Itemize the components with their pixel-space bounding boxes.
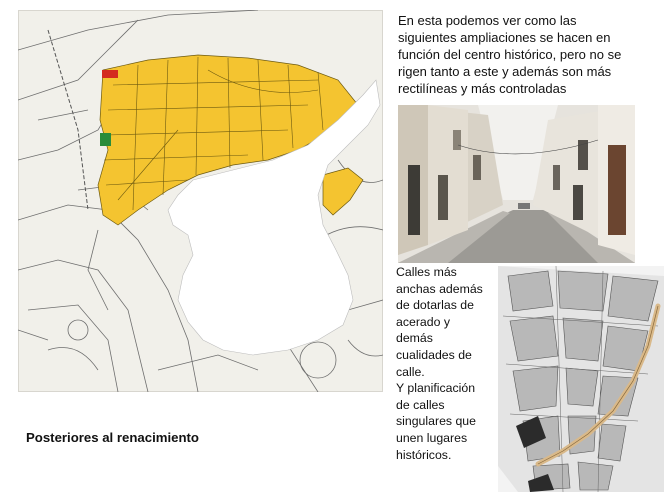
streets-line: de dotarlas de [396, 298, 474, 313]
intro-line: siguientes ampliaciones se hacen en [398, 30, 611, 45]
railway-line [48, 30, 88, 210]
streets-line: Calles más [396, 265, 457, 279]
red-highlight-block [102, 70, 118, 78]
streets-line: singulares que [396, 414, 476, 429]
streets-line: unen lugares [396, 430, 468, 445]
green-highlight-block [100, 133, 111, 146]
street-photo [398, 105, 635, 263]
street-photo-drawing [398, 105, 635, 263]
route-plan-map [498, 266, 664, 492]
streets-line: de calles [396, 397, 445, 412]
route-plan-drawing [498, 266, 664, 492]
streets-paragraph [396, 264, 496, 463]
slide-caption: Posteriores al renacimiento [26, 430, 199, 445]
city-plan-map [18, 10, 383, 392]
streets-line: calle. [396, 364, 425, 379]
streets-line: anchas además [396, 281, 483, 296]
streets-line: demás [396, 331, 433, 346]
city-plan-drawing [18, 10, 383, 392]
intro-paragraph [398, 12, 660, 97]
intro-line: rectilíneas y más controladas [398, 81, 567, 96]
intro-line: rigen tanto a este y además son más [398, 64, 612, 79]
streets-line: acerado y [396, 314, 451, 329]
streets-line: cualidades de [396, 347, 472, 362]
streets-line: Y planificación [396, 381, 476, 396]
intro-line: función del centro histórico, pero no se [398, 47, 622, 62]
streets-line: históricos. [396, 447, 452, 462]
intro-line: En esta podemos ver como las [398, 13, 577, 28]
